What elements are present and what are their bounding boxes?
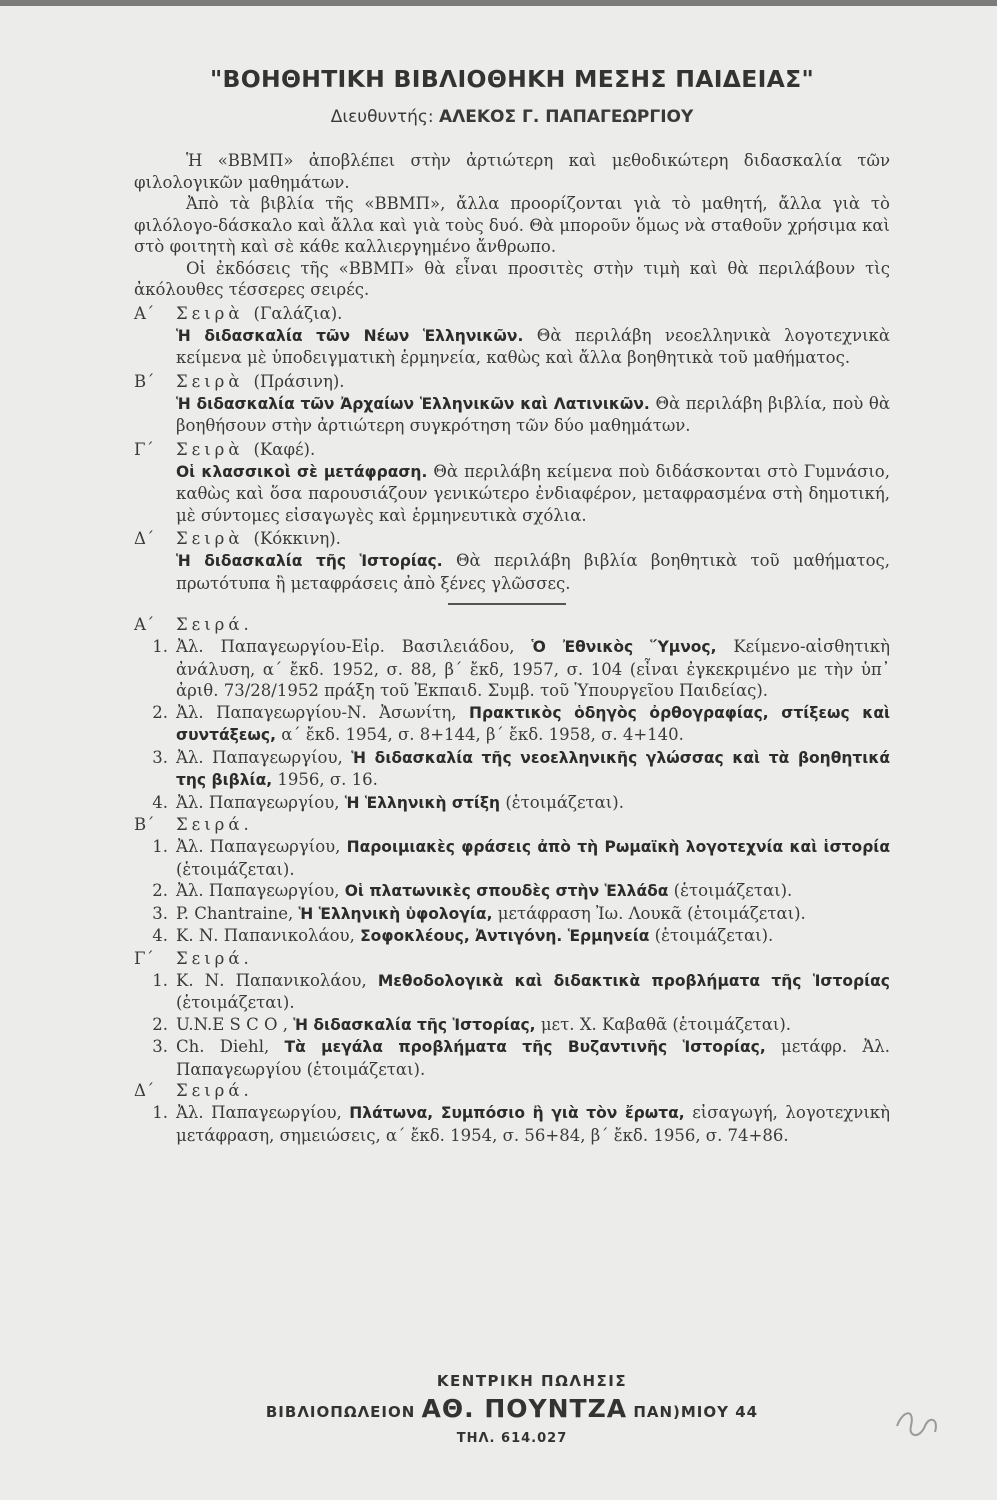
- series-description: [176, 461, 890, 527]
- entry-body: [176, 747, 890, 792]
- series-text: Θὰ περιλάβη κείμενα ποὺ διδάσκονται στὸ Γυμνάσιο, καθὼς καὶ ὅσα παρουσιάζουν γενικώτερο ἐνδιαφέρον, μεταφρασμένα στὴ δημοτική, μὲ σύντομες εἰσαγωγὲς καὶ ἑρμηνευτικὰ σχόλια.: [176, 461, 890, 525]
- series-label: Δ΄: [134, 529, 155, 548]
- catalog-series-heading: [134, 814, 890, 836]
- footer-address: ΠΑΝ)ΜΙΟΥ 44: [633, 1403, 759, 1421]
- series-text: Θὰ περιλάβη βιβλία, ποὺ θὰ βοηθήσουν στὴν ἀρτιώτερη συγκρότηση τῶν δύο μαθημάτων.: [176, 393, 890, 435]
- catalog-entry: [134, 880, 890, 903]
- entry-title: Τὰ μεγάλα προβλήματα τῆς Βυζαντινῆς Ἱστορίας,: [284, 1038, 766, 1056]
- entry-author: P. Chantraine,: [176, 903, 294, 923]
- intro-paragraph-2: Ἀπὸ τὰ βιβλία τῆς «ΒΒΜΠ», ἄλλα προορίζονται γιὰ τὸ μαθητή, ἄλλα γιὰ τὸ φιλόλογο-δάσκαλο καὶ ἄλλα καὶ γιὰ τοὺς δυό. Θὰ μποροῦν ὅμως νὰ σταθοῦν χρήσιμα καὶ στὸ φοιτητὴ καὶ σὲ κάθε καλλιεργημένο ἄνθρωπο.: [134, 194, 890, 256]
- entry-number: 2.: [152, 881, 168, 900]
- catalog-entry: [134, 702, 890, 747]
- page-top-edge: [0, 0, 997, 6]
- catalog-entry: [134, 970, 890, 1014]
- catalog-entry: [134, 636, 890, 702]
- entry-title: Πλάτωνα, Συμπόσιο ἢ γιὰ τὸν ἔρωτα,: [349, 1104, 685, 1122]
- catalog-series-heading: [134, 948, 890, 970]
- footer: [134, 1370, 890, 1449]
- series-label: Γ΄: [134, 439, 154, 459]
- catalog-entry: [134, 792, 890, 815]
- entry-title: Μεθοδολογικὰ καὶ διδακτικὰ προβλήματα τῆς Ἱστορίας: [377, 971, 890, 990]
- entry-title: Ἡ διδασκαλία τῆς νεοελληνικῆς γλώσσας καὶ τὰ βοηθητικά της βιβλία,: [176, 748, 890, 789]
- catalog-entry: [134, 836, 890, 880]
- entry-number: 3.: [152, 1037, 168, 1056]
- entry-author: U.N.E S C O ,: [176, 1014, 288, 1034]
- catalog-series-label: Β΄: [134, 815, 155, 834]
- entry-title: Ὁ Ἐθνικὸς Ὕμνος,: [531, 638, 717, 656]
- entry-details: (ἑτοιμάζεται).: [176, 993, 295, 1012]
- entry-number: 3.: [152, 747, 168, 767]
- footer-bookshop-name: ΑΘ. ΠΟΥΝΤΖΑ: [421, 1394, 628, 1423]
- entry-number: 1.: [152, 970, 168, 990]
- entry-title: Ἡ Ἑλληνικὴ ὑφολογία,: [298, 904, 493, 923]
- catalog-entry: [134, 1014, 890, 1037]
- series-description: [176, 325, 890, 369]
- page-title: "ΒΟΗΘΗΤΙΚΗ ΒΙΒΛΙΟΘΗΚΗ ΜΕΣΗΣ ΠΑΙΔΕΙΑΣ": [209, 65, 814, 93]
- series-label: Α΄: [134, 303, 155, 323]
- entry-body: [176, 925, 890, 948]
- entry-body: [176, 1014, 890, 1037]
- entry-details: μετάφρ. Ἀλ. Παπαγεωργίου (ἑτοιμάζεται).: [176, 1037, 890, 1079]
- entry-author: Ἀλ. Παπαγεωργίου,: [176, 1103, 342, 1122]
- entry-body: [176, 880, 890, 903]
- series-word: Σειρὰ: [176, 371, 244, 391]
- series-descriptions: [134, 303, 890, 595]
- entry-details: μετ. Χ. Καβαθᾶ (ἑτοιμάζεται).: [540, 1014, 792, 1034]
- catalog-entry: [134, 1036, 890, 1080]
- footer-bookshop: [134, 1392, 890, 1429]
- entry-details: μετάφραση Ἰω. Λουκᾶ (ἑτοιμάζεται).: [497, 903, 806, 923]
- entry-author: Ἀλ. Παπαγεωργίου-Ν. Ἀσωνίτη,: [176, 702, 457, 722]
- series-heading: [134, 439, 890, 461]
- director-label: Διευθυντής:: [330, 107, 434, 127]
- catalog-series-heading: [134, 614, 890, 636]
- footer-phone: ΤΗΛ. 614.027: [456, 1431, 568, 1446]
- entry-body: [176, 970, 890, 1014]
- entry-author: Ἀλ. Παπαγεωργίου,: [176, 792, 340, 812]
- series-text: Θὰ περιλάβη βιβλία βοηθητικὰ τοῦ μαθήματος, πρωτότυπα ἢ μεταφράσεις ἀπὸ ξένες γλῶσσες.: [176, 551, 890, 593]
- entry-author: Ἀλ. Παπαγεωργίου,: [176, 881, 340, 900]
- series-text: Θὰ περιλάβη νεοελληνικὰ λογοτεχνικὰ κείμενα μὲ ὑποδειγματικὴ ἑρμηνεία, καθὼς καὶ ἄλλα βοηθητικὰ τοῦ μαθήματος.: [176, 325, 890, 367]
- entry-details: (ἑτοιμάζεται).: [673, 881, 793, 900]
- entry-author: Ἀλ. Παπαγεωργίου-Εἰρ. Βασιλειάδου,: [176, 637, 515, 656]
- entry-details: (ἑτοιμάζεται).: [176, 859, 295, 879]
- series-description: [176, 550, 890, 594]
- catalog-entry: [134, 903, 890, 926]
- entry-title: Παροιμιακὲς φράσεις ἀπὸ τὴ Ρωμαϊκὴ λογοτεχνία καὶ ἱστορία: [346, 838, 890, 856]
- entry-author: Ἀλ. Παπαγεωργίου,: [176, 747, 343, 767]
- catalog-series-word: Σειρά.: [176, 815, 253, 834]
- catalog-entry: [134, 747, 890, 792]
- entry-details: (ἑτοιμάζεται).: [654, 926, 774, 945]
- catalog-entry: [134, 925, 890, 948]
- series-description: [176, 393, 890, 437]
- catalog-series-word: Σειρά.: [176, 1081, 253, 1100]
- catalog-series-word: Σειρά.: [176, 948, 253, 968]
- catalog-series-label: Δ΄: [134, 1081, 155, 1100]
- series-block-b: [134, 371, 890, 437]
- entry-body: [176, 1102, 890, 1146]
- series-label: Β΄: [134, 371, 155, 391]
- entry-body: [176, 1036, 890, 1080]
- series-color: (Καφέ).: [253, 439, 316, 459]
- entry-details: Κείμενο-αἰσθητικὴ ἀνάλυση, α΄ ἔκδ. 1952, σ. 88, β΄ ἔκδ, 1957, σ. 104 (εἶναι ἐγκεκριμένο με τὴν ὑπ᾿ ἀριθ. 73/28/1952 πράξη τοῦ Ἐκπαιδ. Συμβ. τοῦ Ὑπουργεῖου Παιδείας).: [176, 637, 891, 700]
- entry-number: 4.: [152, 792, 168, 812]
- series-word: Σειρὰ: [176, 529, 244, 548]
- entry-title: Ἡ διδασκαλία τῆς Ἱστορίας,: [293, 1015, 536, 1034]
- series-subject: Ἡ διδασκαλία τῶν Νέων Ἑλληνικῶν.: [176, 326, 524, 345]
- series-heading: [134, 303, 890, 325]
- entry-author: Κ. Ν. Παπανικολάου,: [176, 926, 355, 945]
- entry-number: 1.: [152, 1103, 168, 1122]
- entry-author: Ch. Diehl,: [176, 1037, 270, 1056]
- catalog-series-label: Γ΄: [134, 948, 154, 968]
- catalog-series-heading: [134, 1080, 890, 1102]
- entry-body: [176, 636, 890, 702]
- series-word: Σειρὰ: [176, 303, 244, 323]
- entry-number: 2.: [152, 1014, 168, 1034]
- series-subject: Ἡ διδασκαλία τῶν Ἀρχαίων Ἑλληνικῶν καὶ Λατινικῶν.: [176, 394, 650, 413]
- entry-title: Σοφοκλέους, Ἀντιγόνη. Ἑρμηνεία: [360, 927, 650, 945]
- entry-number: 1.: [152, 837, 168, 856]
- entry-body: [176, 792, 890, 815]
- intro-paragraph-1: Ἡ «ΒΒΜΠ» ἀποβλέπει στὴν ἀρτιώτερη καὶ μεθοδικώτερη διδασκαλία τῶν φιλολογικῶν μαθημάτων.: [134, 151, 890, 192]
- footer-central-sales: ΚΕΝΤΡΙΚΗ ΠΩΛΗΣΙΣ: [436, 1372, 628, 1390]
- intro-paragraph-3: Οἱ ἐκδόσεις τῆς «ΒΒΜΠ» θὰ εἶναι προσιτὲς στὴν τιμὴ καὶ θὰ περιλάβουν τὶς ἀκόλουθες τέσσερες σειρές.: [134, 258, 890, 299]
- pencil-mark-icon: [889, 1396, 949, 1446]
- series-word: Σειρὰ: [176, 439, 244, 459]
- entry-title: Ἡ Ἑλληνικὴ στίξη: [344, 793, 501, 812]
- entry-details: εἰσαγωγή, λογοτεχνικὴ μετάφραση, σημειώσεις, α΄ ἔκδ. 1954, σ. 56+84, β΄ ἔκδ. 1956, σ. 74+86.: [176, 1103, 890, 1145]
- series-color: (Γαλάζια).: [253, 303, 343, 323]
- entry-body: [176, 702, 890, 747]
- entry-title: Πρακτικὸς ὁδηγὸς ὀρθογραφίας, στίξεως καὶ συντάξεως,: [176, 703, 891, 744]
- entry-number: 1.: [152, 637, 168, 656]
- entry-number: 4.: [152, 926, 168, 945]
- entry-number: 2.: [152, 702, 168, 722]
- entry-number: 3.: [152, 903, 168, 923]
- entry-details: (ἑτοιμάζεται).: [505, 792, 624, 812]
- catalog-series-word: Σειρά.: [176, 615, 253, 634]
- director-name: ΑΛΕΚΟΣ Γ. ΠΑΠΑΓΕΩΡΓΙΟΥ: [438, 107, 694, 127]
- series-block-d: [134, 528, 890, 594]
- catalog: [134, 614, 890, 1146]
- catalog-series-label: Α΄: [134, 615, 155, 634]
- series-block-a: [134, 303, 890, 369]
- series-heading: [134, 528, 890, 550]
- series-heading: [134, 371, 890, 393]
- entry-details: 1956, σ. 16.: [277, 770, 378, 789]
- entry-details: α΄ ἔκδ. 1954, σ. 8+144, β΄ ἔκδ. 1958, σ. 4+140.: [281, 725, 684, 744]
- series-block-c: [134, 439, 890, 527]
- series-color: (Κόκκινη).: [253, 529, 341, 548]
- footer-bookshop-label: ΒΙΒΛΙΟΠΩΛΕΙΟΝ: [265, 1403, 416, 1421]
- series-color: (Πράσινη).: [253, 371, 345, 391]
- entry-body: [176, 836, 890, 880]
- entry-body: [176, 903, 890, 926]
- section-divider: [448, 603, 566, 605]
- entry-author: Ἀλ. Παπαγεωργίου,: [176, 837, 341, 856]
- director-line: [134, 106, 890, 128]
- document-page: [134, 64, 890, 1146]
- entry-author: Κ. Ν. Παπανικολάου,: [176, 970, 367, 990]
- catalog-entry: [134, 1102, 890, 1146]
- series-subject: Ἡ διδασκαλία τῆς Ἱστορίας.: [176, 552, 443, 570]
- series-subject: Οἱ κλασσικοὶ σὲ μετάφραση.: [176, 462, 428, 481]
- entry-title: Οἱ πλατωνικὲς σπουδὲς στὴν Ἑλλάδα: [344, 882, 669, 900]
